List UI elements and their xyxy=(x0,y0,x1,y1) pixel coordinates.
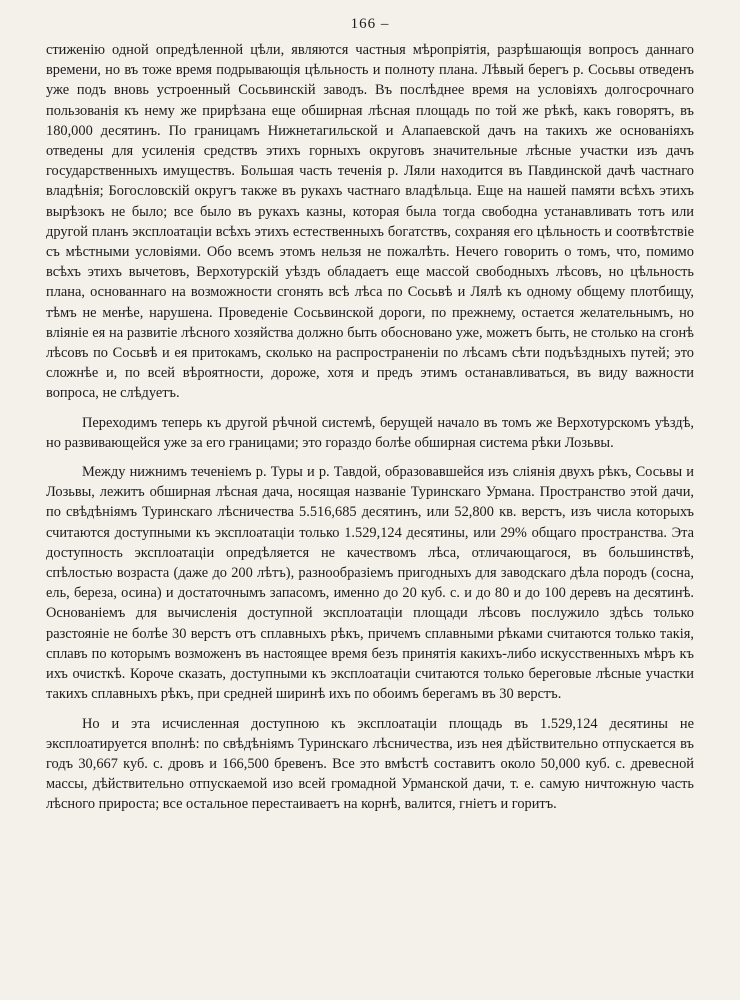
paragraph-2: Переходимъ теперь къ другой рѣчной системѣ, берущей начало въ томъ же Верхотурскомъ уѣздѣ, но развивающейся уже за его границами; это гораздо болѣе обширная система рѣки Лозьвы. xyxy=(46,414,694,451)
paragraph-gap xyxy=(46,404,694,413)
paragraph-gap xyxy=(46,453,694,462)
paragraph-3: Между нижнимъ теченіемъ р. Туры и р. Тавдой, образовавшейся изъ слiянія двухъ рѣкъ, Сосьвы и Лозьвы, лежитъ обширная лѣсная дача, носящая названіе Туринскаго Урмана. Пространство этой дачи, по свѣдѣніямъ Туринскаго лѣсничества 5.516,685 десятинъ, или 52,800 кв. верстъ, изъ числа которыхъ считаются доступными къ эксплоатаціи только 1.529,124 десятины, или 29% общаго пространства. Эта доступность эксплоатаціи опредѣляется не качествомъ лѣса, отличающагося, въ большинствѣ, спѣлостью возраста (даже до 200 лѣтъ), разнообразіемъ пригодныхъ для заводскаго дѣла породъ (сосна, ель, береза, осина) и достаточнымъ запасомъ, именно до 20 куб. с. и до 80 и до 100 деревъ на десятинѣ. Основаніемъ для вычисленія доступной эксплоатаціи площади лѣсовъ послужило здѣсь только разстояніе не болѣе 30 верстъ отъ сплавныхъ рѣкъ, причемъ сплавными рѣками считаются только такія, сплавъ по которымъ возможенъ въ настоящее время безъ принятія какихъ-либо искусственныхъ мѣръ къ ихъ очисткѣ. Короче сказать, доступными къ эксплоатаціи считаются только береговые лѣсные участки такихъ сплавныхъ рѣкъ, при средней ширинѣ ихъ по обоимъ берегамъ въ 30 верстъ. xyxy=(46,464,694,703)
page-number: 166 – xyxy=(350,16,390,32)
paragraph-1: стиженію одной опредѣленной цѣли, являются частныя мѣропріятія, разрѣшающія вопросъ даннаго времени, но въ тоже время подрывающія цѣльность и полноту плана. Лѣвый берегъ р. Сосьвы отведенъ уже подъ вновь устроенный Сосьвинскій заводъ. Въ послѣднее время на условіяхъ долгосрочнаго пользованія къ нему же прирѣзана еще обширная лѣсная площадь по той же рѣкѣ, какъ говорятъ, въ 180,000 десятинъ. По границамъ Нижнетагильской и Алапаевской дачъ на такихъ же основаніяхъ отведены для усиленія средствъ этихъ горныхъ округовъ значительные лѣсные участки изъ дачъ государственныхъ имуществъ. Большая часть теченія р. Ляли находится въ Павдинской дачѣ частнаго владѣнія; Богословскій округъ также въ рукахъ частнаго владѣльца. Еще на нашей памяти всѣхъ этихъ вырѣзокъ не было; все было въ рукахъ казны, которая была тогда свободна устанавливать тотъ или другой планъ эксплоатаціи всѣхъ этихъ естественныхъ богатствъ, сохраняя его цѣльность и соотвѣтствіе съ мѣстными условіями. Обо всемъ этомъ нельзя не пожалѣть. Нечего говорить о томъ, что, помимо всѣхъ этихъ вычетовъ, Верхотурскій уѣздъ обладаетъ еще массой свободныхъ лѣсовъ, но цѣльность плана, основаннаго на возможности сгонять всѣ лѣса по Сосьвѣ и Лялѣ къ одному общему плотбищу, тѣмъ не менѣе, нарушена. Проведеніе Сосьвинской дороги, по прежнему, остается желательнымъ, но вліяніе ея на развитіе лѣсного хозяйства должно быть обосновано уже, можетъ быть, не столько на сгонѣ лѣсовъ по Сосьвѣ и ея притокамъ, сколько на распространеніи по лѣсамъ сѣти подъѣздныхъ путей; это сложнѣе и, по всей вѣроятности, дороже, хотя и предъ этимъ останавливаться, въ виду важности вопроса, не слѣдуетъ. xyxy=(46,42,694,402)
paragraph-4: Но и эта исчисленная доступною къ эксплоатаціи площадь въ 1.529,124 десятины не эксплоатируется вполнѣ: по свѣдѣніямъ Туринскаго лѣсничества, изъ нея дѣйствительно отпускается въ годъ 30,667 куб. с. дровъ и 166,500 бревенъ. Все это вмѣстѣ составитъ около 50,000 куб. с. древесной массы, дѣйствительно отпускаемой изо всей громадной Урманской дачи, т. е. самую ничтожную часть лѣсного прироста; все остальное перестаиваетъ на корнѣ, валится, гніетъ и горитъ. xyxy=(46,715,694,813)
paragraph-gap xyxy=(46,705,694,714)
